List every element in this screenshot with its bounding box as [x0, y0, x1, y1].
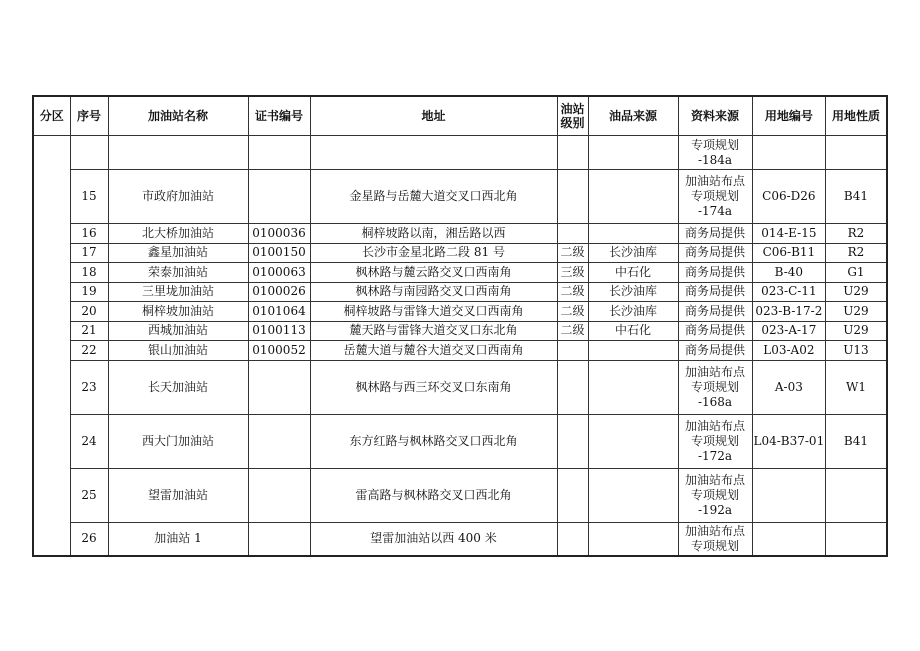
data-source-line: 商务局提供	[684, 323, 745, 338]
header-cert: 证书编号	[248, 96, 310, 136]
table-row	[33, 360, 887, 414]
land-number-cell: C06-B11	[752, 243, 826, 263]
seq-cell: 25	[70, 468, 108, 522]
address-cell: 岳麓大道与麓谷大道交叉口西南角	[310, 341, 557, 361]
header-district: 分区	[33, 96, 70, 136]
level-cell	[557, 414, 588, 468]
data-source-cell	[678, 136, 752, 170]
data-source-line: 加油站布点	[684, 472, 745, 487]
district-cell	[33, 136, 70, 557]
table-row	[33, 321, 887, 341]
data-source-cell	[678, 243, 752, 263]
oil-source-cell	[588, 360, 678, 414]
header-seq: 序号	[70, 96, 108, 136]
land-number-cell: L03-A02	[752, 341, 826, 361]
cert-cell	[248, 414, 310, 468]
data-source-line: 专项规划	[690, 137, 739, 152]
table-row	[33, 522, 887, 556]
cert-cell	[248, 468, 310, 522]
name-cell: 西大门加油站	[108, 414, 248, 468]
oil-source-cell	[588, 522, 678, 556]
level-cell: 二级	[557, 302, 588, 322]
data-source-line: 商务局提供	[684, 284, 745, 299]
seq-cell: 22	[70, 341, 108, 361]
address-cell: 望雷加油站以西 400 米	[310, 522, 557, 556]
land-number-cell: 014-E-15	[752, 224, 826, 244]
table-row	[33, 282, 887, 302]
land-number-cell: L04-B37-01	[752, 414, 826, 468]
data-source-cell	[678, 282, 752, 302]
address-cell: 枫林路与西三环交叉口东南角	[310, 360, 557, 414]
table-row	[33, 136, 887, 170]
land-type-cell: U29	[826, 321, 887, 341]
seq-cell: 19	[70, 282, 108, 302]
table-row	[33, 468, 887, 522]
cert-cell: 0100150	[248, 243, 310, 263]
data-source-line: -172a	[697, 448, 733, 463]
seq-cell: 20	[70, 302, 108, 322]
gas-station-table	[32, 95, 888, 557]
cert-cell	[248, 136, 310, 170]
cert-cell: 0100036	[248, 224, 310, 244]
data-source-cell	[678, 468, 752, 522]
land-type-cell: G1	[826, 263, 887, 283]
land-type-cell: U29	[826, 302, 887, 322]
seq-cell: 18	[70, 263, 108, 283]
oil-source-cell: 长沙油库	[588, 282, 678, 302]
name-cell: 长天加油站	[108, 360, 248, 414]
data-source-cell	[678, 224, 752, 244]
data-source-cell	[678, 263, 752, 283]
land-number-cell: 023-A-17	[752, 321, 826, 341]
cert-cell: 0100052	[248, 341, 310, 361]
level-cell	[557, 224, 588, 244]
address-cell: 桐梓坡路与雷锋大道交叉口西南角	[310, 302, 557, 322]
cert-cell	[248, 522, 310, 556]
name-cell	[108, 136, 248, 170]
address-cell: 雷高路与枫林路交叉口西北角	[310, 468, 557, 522]
seq-cell: 24	[70, 414, 108, 468]
oil-source-cell	[588, 414, 678, 468]
level-cell	[557, 341, 588, 361]
oil-source-cell	[588, 341, 678, 361]
oil-source-cell: 中石化	[588, 263, 678, 283]
address-cell: 金星路与岳麓大道交叉口西北角	[310, 170, 557, 224]
data-source-line: -174a	[697, 204, 733, 218]
header-address: 地址	[310, 96, 557, 136]
name-cell: 鑫星加油站	[108, 243, 248, 263]
data-source-cell	[678, 522, 752, 556]
name-cell: 望雷加油站	[108, 468, 248, 522]
address-cell: 枫林路与麓云路交叉口西南角	[310, 263, 557, 283]
table-row	[33, 414, 887, 468]
seq-cell: 16	[70, 224, 108, 244]
seq-cell: 17	[70, 243, 108, 263]
data-source-line: 专项规划	[690, 189, 739, 203]
data-source-cell	[678, 341, 752, 361]
level-cell	[557, 522, 588, 556]
land-number-cell: B-40	[752, 263, 826, 283]
name-cell: 市政府加油站	[108, 170, 248, 224]
data-source-cell	[678, 321, 752, 341]
land-number-cell: A-03	[752, 360, 826, 414]
address-cell	[310, 136, 557, 170]
table-row	[33, 302, 887, 322]
oil-source-cell	[588, 468, 678, 522]
seq-cell: 23	[70, 360, 108, 414]
oil-source-cell	[588, 224, 678, 244]
land-type-cell	[826, 468, 887, 522]
header-name: 加油站名称	[108, 96, 248, 136]
seq-cell: 26	[70, 522, 108, 556]
land-type-cell: R2	[826, 243, 887, 263]
name-cell: 加油站 1	[108, 522, 248, 556]
data-source-line: 加油站布点	[684, 418, 745, 433]
data-source-cell	[678, 302, 752, 322]
data-source-line: -168a	[697, 394, 733, 409]
data-source-line: 专项规划	[690, 487, 739, 502]
oil-source-cell: 中石化	[588, 321, 678, 341]
oil-source-cell	[588, 170, 678, 224]
land-number-cell: 023-C-11	[752, 282, 826, 302]
cert-cell: 0100113	[248, 321, 310, 341]
data-source-line: 商务局提供	[684, 303, 745, 318]
level-cell: 二级	[557, 321, 588, 341]
data-source-line: 专项规划	[690, 538, 739, 553]
data-source-cell	[678, 360, 752, 414]
data-source-line: -184a	[697, 152, 733, 167]
header-level-line-2: 级别	[560, 116, 585, 130]
table-row	[33, 243, 887, 263]
level-cell: 三级	[557, 263, 588, 283]
address-cell: 东方红路与枫林路交叉口西北角	[310, 414, 557, 468]
data-source-line: 加油站布点	[684, 174, 745, 188]
name-cell: 北大桥加油站	[108, 224, 248, 244]
data-source-line: 商务局提供	[684, 342, 745, 357]
name-cell: 三里垅加油站	[108, 282, 248, 302]
address-cell: 桐梓坡路以南，湘岳路以西	[310, 224, 557, 244]
name-cell: 桐梓坡加油站	[108, 302, 248, 322]
land-number-cell	[752, 136, 826, 170]
seq-cell: 15	[70, 170, 108, 224]
level-cell	[557, 360, 588, 414]
land-type-cell: U29	[826, 282, 887, 302]
level-cell	[557, 136, 588, 170]
cert-cell: 0101064	[248, 302, 310, 322]
land-type-cell	[826, 522, 887, 556]
cert-cell	[248, 170, 310, 224]
table-row	[33, 263, 887, 283]
land-type-cell: B41	[826, 170, 887, 224]
table-row	[33, 224, 887, 244]
table-row	[33, 170, 887, 224]
land-number-cell	[752, 468, 826, 522]
name-cell: 银山加油站	[108, 341, 248, 361]
oil-source-cell: 长沙油库	[588, 302, 678, 322]
land-number-cell	[752, 522, 826, 556]
cert-cell: 0100026	[248, 282, 310, 302]
data-source-line: 加油站布点	[684, 523, 745, 538]
address-cell: 长沙市金星北路二段 81 号	[310, 243, 557, 263]
header-land-number: 用地编号	[752, 96, 826, 136]
cert-cell: 0100063	[248, 263, 310, 283]
address-cell: 枫林路与南园路交叉口西南角	[310, 282, 557, 302]
level-cell: 二级	[557, 243, 588, 263]
data-source-line: -192a	[697, 502, 733, 517]
address-cell: 麓天路与雷锋大道交叉口东北角	[310, 321, 557, 341]
land-type-cell: W1	[826, 360, 887, 414]
data-source-line: 专项规划	[690, 379, 739, 394]
seq-cell	[70, 136, 108, 170]
data-source-line: 商务局提供	[684, 225, 745, 240]
level-cell: 二级	[557, 282, 588, 302]
data-source-line: 加油站布点	[684, 364, 745, 379]
oil-source-cell	[588, 136, 678, 170]
table-row	[33, 341, 887, 361]
oil-source-cell: 长沙油库	[588, 243, 678, 263]
data-source-line: 商务局提供	[684, 264, 745, 279]
land-type-cell: U13	[826, 341, 887, 361]
land-type-cell: R2	[826, 224, 887, 244]
name-cell: 荣泰加油站	[108, 263, 248, 283]
name-cell: 西城加油站	[108, 321, 248, 341]
data-source-line: 商务局提供	[684, 245, 745, 260]
land-type-cell: B41	[826, 414, 887, 468]
level-cell	[557, 468, 588, 522]
header-data-source: 资料来源	[678, 96, 752, 136]
level-cell	[557, 170, 588, 224]
land-number-cell: 023-B-17-2	[752, 302, 826, 322]
header-oil-source: 油品来源	[588, 96, 678, 136]
data-source-cell	[678, 414, 752, 468]
data-source-cell	[678, 170, 752, 224]
header-land-type: 用地性质	[826, 96, 887, 136]
land-type-cell	[826, 136, 887, 170]
header-level	[557, 96, 588, 136]
cert-cell	[248, 360, 310, 414]
header-level-line-1: 油站	[560, 102, 585, 116]
header-row	[33, 96, 887, 136]
land-number-cell: C06-D26	[752, 170, 826, 224]
seq-cell: 21	[70, 321, 108, 341]
data-source-line: 专项规划	[690, 433, 739, 448]
